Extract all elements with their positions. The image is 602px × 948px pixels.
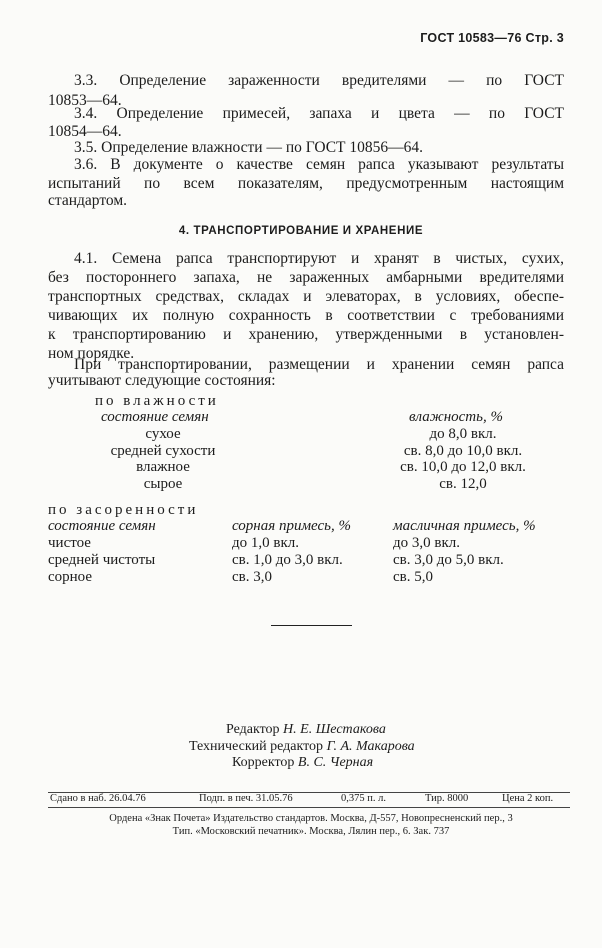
- credit-tech-name: Г. А. Макарова: [326, 739, 415, 754]
- impurity-oil: св. 5,0: [393, 569, 433, 585]
- impurity-oil: св. 3,0 до 5,0 вкл.: [393, 552, 504, 568]
- impurity-weed: до 1,0 вкл.: [232, 535, 299, 551]
- imprint-printer: Тип. «Московский печатник». Москва, Лялин пер., 6. Зак. 737: [172, 826, 450, 837]
- credit-corrector-role: Корректор: [232, 755, 295, 770]
- p-states-line2: учитывают следующие состояния:: [48, 372, 276, 389]
- item-3-3-line1: 3.3. Определение зараженности вредителями — по ГОСТ: [74, 72, 564, 89]
- moisture-col-state: состояние семян: [101, 409, 209, 425]
- credit-corrector-name: В. С. Черная: [297, 755, 374, 770]
- running-head: ГОСТ 10583—76 Стр. 3: [420, 31, 564, 45]
- moisture-value: св. 12,0: [439, 476, 487, 492]
- impurity-state: сорное: [48, 569, 93, 585]
- item-3-6-line1: 3.6. В документе о качестве семян рапса указывают результаты: [74, 156, 564, 173]
- credit-editor-name: Н. Е. Шестакова: [283, 722, 386, 737]
- imprint-signed: Подп. в печ. 31.05.76: [199, 793, 293, 804]
- impurity-state: чистое: [48, 535, 91, 551]
- credit-corrector: [232, 755, 373, 771]
- p41-line5: к транспортированию и хранению, утвержденными в установлен-: [48, 326, 564, 343]
- credit-tech-role: Технический редактор: [189, 739, 324, 754]
- p41-line1: 4.1. Семена рапса транспортируют и хранят в чистых, сухих,: [74, 250, 564, 267]
- moisture-value: св. 10,0 до 12,0 вкл.: [400, 459, 526, 475]
- moisture-state: влажное: [136, 459, 190, 475]
- moisture-state: средней сухости: [110, 443, 216, 459]
- impurity-state: средней чистоты: [48, 552, 156, 568]
- credit-editor-role: Редактор: [226, 722, 280, 737]
- impurity-col-state: состояние семян: [48, 518, 156, 534]
- item-3-4-line2: 10854—64.: [48, 123, 122, 140]
- impurity-col-weed: сорная примесь, %: [232, 518, 351, 534]
- impurity-oil: до 3,0 вкл.: [393, 535, 460, 551]
- impurity-weed: св. 3,0: [232, 569, 272, 585]
- p41-line4: чивающих их полную сохранность в соответствии с требованиями: [48, 307, 564, 324]
- item-3-6-line3: стандартом.: [48, 192, 128, 209]
- section-title: 4. ТРАНСПОРТИРОВАНИЕ И ХРАНЕНИЕ: [178, 225, 424, 237]
- moisture-value: до 8,0 вкл.: [429, 426, 497, 442]
- credit-tech-editor: [189, 739, 415, 755]
- moisture-state: сырое: [143, 476, 183, 492]
- item-3-6-line2: испытаний по всем показателям, предусмотренным настоящим: [48, 175, 564, 192]
- imprint-run: Тир. 8000: [425, 793, 469, 804]
- moisture-state: сухое: [145, 426, 181, 442]
- imprint-price: Цена 2 коп.: [502, 793, 554, 804]
- credit-editor: [226, 722, 386, 738]
- p41-line3: транспортных средствах, складах и элеваторах, в условиях, обеспе-: [48, 288, 564, 305]
- p41-line2: без постороннего запаха, не зараженных амбарными вредителями: [48, 269, 564, 286]
- imprint-rule-bottom: [48, 807, 570, 808]
- moisture-heading: по влажности: [95, 393, 219, 409]
- moisture-value: св. 8,0 до 10,0 вкл.: [403, 443, 523, 459]
- impurity-col-oil: масличная примесь, %: [393, 518, 536, 534]
- moisture-col-value: влажность, %: [409, 409, 503, 425]
- imprint-publisher: Ордена «Знак Почета» Издательство стандартов. Москва, Д-557, Новопресненский пер., 3: [109, 813, 513, 824]
- item-3-4-line1: 3.4. Определение примесей, запаха и цвета — по ГОСТ: [74, 105, 564, 122]
- impurity-heading: по засоренности: [48, 502, 199, 518]
- p41-line6: ном порядке.: [48, 345, 135, 362]
- item-3-5: 3.5. Определение влажности — по ГОСТ 10856—64.: [74, 139, 424, 156]
- separator-rule: [271, 625, 352, 626]
- impurity-weed: св. 1,0 до 3,0 вкл.: [232, 552, 343, 568]
- imprint-sheets: 0,375 п. л.: [341, 793, 386, 804]
- imprint-submitted: Сдано в наб. 26.04.76: [50, 793, 146, 804]
- p-states-line1: При транспортировании, размещении и хранении семян рапса: [74, 356, 564, 373]
- item-3-3-line2: 10853—64.: [48, 92, 122, 109]
